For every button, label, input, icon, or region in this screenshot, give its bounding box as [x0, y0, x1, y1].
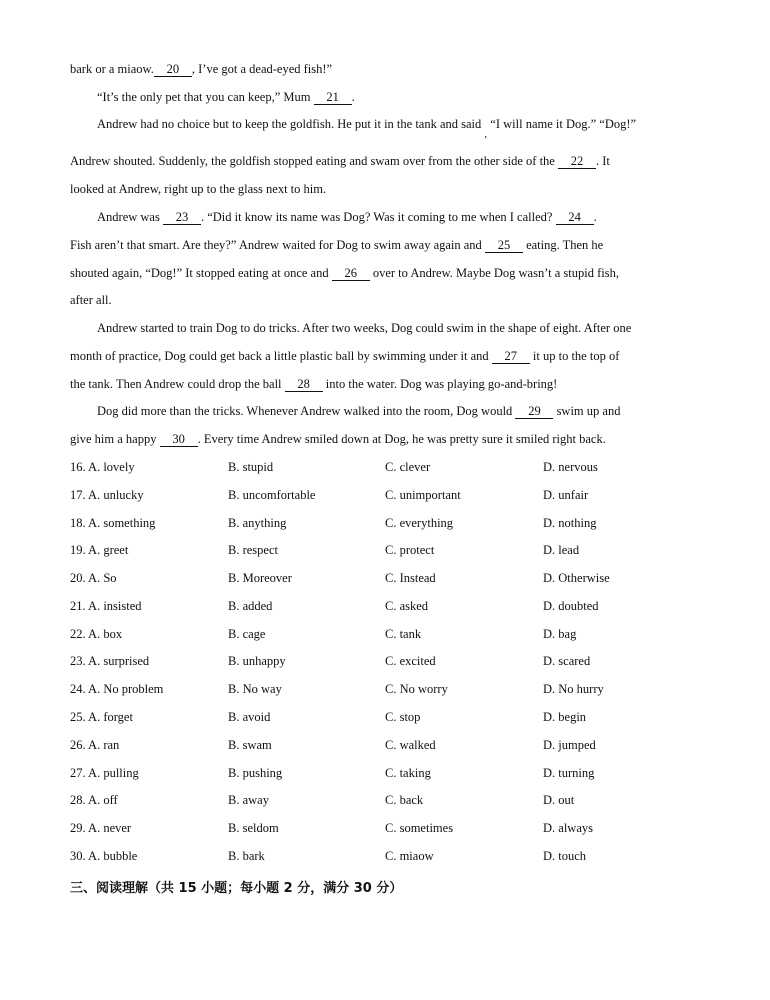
option-b[interactable]: B. avoid — [228, 710, 271, 724]
passage-line — [70, 61, 332, 77]
option-row-16 — [70, 459, 690, 475]
option-b[interactable]: B. cage — [228, 627, 266, 641]
option-a[interactable]: 20. A. So — [70, 571, 117, 585]
option-row-20 — [70, 570, 690, 586]
option-a[interactable]: 19. A. greet — [70, 543, 129, 557]
passage-line — [97, 89, 355, 105]
option-c[interactable]: C. asked — [385, 599, 429, 613]
text: into the water. Dog was playing go-and-bring! — [322, 377, 558, 391]
option-d[interactable]: D. unfair — [543, 488, 589, 502]
option-d[interactable]: D. No hurry — [543, 682, 604, 696]
option-b[interactable]: B. pushing — [228, 766, 283, 780]
passage-line: looked at Andrew, right up to the glass next to him. — [70, 182, 327, 196]
blank-29[interactable]: 29 — [515, 404, 553, 419]
option-row-18 — [70, 515, 690, 531]
section-heading: 三、阅读理解（共 15 小题；每小题 2 分，满分 30 分） — [70, 881, 403, 896]
text: month of practice, Dog could get back a little plastic ball by swimming under it and — [70, 349, 492, 363]
passage-line — [97, 209, 597, 225]
option-d[interactable]: D. touch — [543, 849, 587, 863]
comma-mark: , — [484, 128, 488, 140]
blank-27[interactable]: 27 — [492, 349, 530, 364]
passage-line: Andrew started to train Dog to do tricks. After two weeks, Dog could swim in the shape of eight. After one — [97, 321, 632, 335]
option-c[interactable]: C. protect — [385, 543, 435, 557]
passage-line — [70, 237, 603, 253]
option-a[interactable]: 26. A. ran — [70, 738, 120, 752]
option-c[interactable]: C. miaow — [385, 849, 434, 863]
text: shouted again, “Dog!” It stopped eating at once and — [70, 266, 332, 280]
option-c[interactable]: C. stop — [385, 710, 421, 724]
text: it up to the top of — [529, 349, 620, 363]
option-b[interactable]: B. respect — [228, 543, 278, 557]
option-c[interactable]: C. Instead — [385, 571, 436, 585]
option-d[interactable]: D. Otherwise — [543, 571, 610, 585]
option-c[interactable]: C. back — [385, 793, 424, 807]
text: “It’s the only pet that you can keep,” Mum — [97, 90, 314, 104]
option-c[interactable]: C. No worry — [385, 682, 448, 696]
blank-20[interactable]: 20 — [154, 62, 192, 77]
blank-25[interactable]: 25 — [485, 238, 523, 253]
blank-21[interactable]: 21 — [314, 90, 352, 105]
option-b[interactable]: B. unhappy — [228, 654, 286, 668]
option-a[interactable]: 18. A. something — [70, 516, 156, 530]
option-d[interactable]: D. begin — [543, 710, 587, 724]
option-d[interactable]: D. bag — [543, 627, 577, 641]
option-a[interactable]: 25. A. forget — [70, 710, 133, 724]
option-row-26 — [70, 737, 690, 753]
option-c[interactable]: C. unimportant — [385, 488, 461, 502]
blank-30[interactable]: 30 — [160, 432, 198, 447]
text: . — [351, 90, 355, 104]
option-b[interactable]: B. anything — [228, 516, 287, 530]
passage-line — [70, 153, 610, 169]
option-b[interactable]: B. Moreover — [228, 571, 292, 585]
option-row-22 — [70, 626, 690, 642]
option-c[interactable]: C. excited — [385, 654, 436, 668]
option-a[interactable]: 23. A. surprised — [70, 654, 150, 668]
option-b[interactable]: B. seldom — [228, 821, 279, 835]
option-a[interactable]: 28. A. off — [70, 793, 118, 807]
option-row-30 — [70, 848, 690, 864]
option-c[interactable]: C. taking — [385, 766, 431, 780]
text: Andrew was — [97, 210, 163, 224]
text: . Every time Andrew smiled down at Dog, he was pretty sure it smiled right back. — [197, 432, 606, 446]
option-a[interactable]: 22. A. box — [70, 627, 123, 641]
passage-line — [70, 348, 619, 364]
passage-line — [97, 403, 620, 419]
option-a[interactable]: 17. A. unlucky — [70, 488, 144, 502]
option-c[interactable]: C. sometimes — [385, 821, 454, 835]
option-row-29 — [70, 820, 690, 836]
text: swim up and — [553, 404, 621, 418]
text: bark or a miaow. — [70, 62, 154, 76]
option-a[interactable]: 21. A. insisted — [70, 599, 142, 613]
option-d[interactable]: D. doubted — [543, 599, 599, 613]
blank-28[interactable]: 28 — [285, 377, 323, 392]
option-row-24 — [70, 681, 690, 697]
option-row-25 — [70, 709, 690, 725]
option-row-17 — [70, 487, 690, 503]
option-c[interactable]: C. clever — [385, 460, 431, 474]
passage-line — [70, 431, 606, 447]
text: the tank. Then Andrew could drop the ball — [70, 377, 285, 391]
blank-26[interactable]: 26 — [332, 266, 370, 281]
option-b[interactable]: B. No way — [228, 682, 282, 696]
text: , I’ve got a dead-eyed fish!” — [191, 62, 333, 76]
option-row-23 — [70, 653, 690, 669]
text: . It — [595, 154, 610, 168]
text: give him a happy — [70, 432, 160, 446]
text: Andrew had no choice but to keep the goldfish. He put it in the tank and said — [97, 117, 482, 131]
passage-line: after all. — [70, 293, 112, 307]
text: “I will name it Dog.” “Dog!” — [490, 117, 637, 131]
option-b[interactable]: B. stupid — [228, 460, 274, 474]
option-b[interactable]: B. swam — [228, 738, 272, 752]
option-c[interactable]: C. everything — [385, 516, 454, 530]
blank-23[interactable]: 23 — [163, 210, 201, 225]
option-d[interactable]: D. nervous — [543, 460, 598, 474]
option-d[interactable]: D. turning — [543, 766, 595, 780]
option-row-27 — [70, 765, 690, 781]
blank-22[interactable]: 22 — [558, 154, 596, 169]
option-a[interactable]: 27. A. pulling — [70, 766, 139, 780]
option-b[interactable]: B. bark — [228, 849, 265, 863]
option-row-21 — [70, 598, 690, 614]
blank-24[interactable]: 24 — [556, 210, 594, 225]
option-c[interactable]: C. tank — [385, 627, 422, 641]
option-b[interactable]: B. uncomfortable — [228, 488, 316, 502]
text: Fish aren’t that smart. Are they?” Andrew waited for Dog to swim away again and — [70, 238, 485, 252]
option-row-19 — [70, 542, 690, 558]
option-row-28 — [70, 792, 690, 808]
option-d[interactable]: D. always — [543, 821, 593, 835]
option-a[interactable]: 30. A. bubble — [70, 849, 138, 863]
passage-line — [97, 116, 637, 140]
option-b[interactable]: B. added — [228, 599, 273, 613]
option-d[interactable]: D. out — [543, 793, 575, 807]
option-b[interactable]: B. away — [228, 793, 269, 807]
option-d[interactable]: D. lead — [543, 543, 580, 557]
option-a[interactable]: 24. A. No problem — [70, 682, 164, 696]
text: over to Andrew. Maybe Dog wasn’t a stupid fish, — [369, 266, 619, 280]
text: . — [593, 210, 597, 224]
option-d[interactable]: D. jumped — [543, 738, 596, 752]
option-a[interactable]: 16. A. lovely — [70, 460, 135, 474]
option-d[interactable]: D. scared — [543, 654, 591, 668]
text: . “Did it know its name was Dog? Was it coming to me when I called? — [200, 210, 556, 224]
text: Dog did more than the tricks. Whenever Andrew walked into the room, Dog would — [97, 404, 516, 418]
option-c[interactable]: C. walked — [385, 738, 436, 752]
passage-line — [70, 376, 557, 392]
option-a[interactable]: 29. A. never — [70, 821, 132, 835]
passage-line — [70, 265, 619, 281]
option-d[interactable]: D. nothing — [543, 516, 597, 530]
text: eating. Then he — [522, 238, 604, 252]
text: Andrew shouted. Suddenly, the goldfish stopped eating and swam over from the other side of the — [70, 154, 558, 168]
